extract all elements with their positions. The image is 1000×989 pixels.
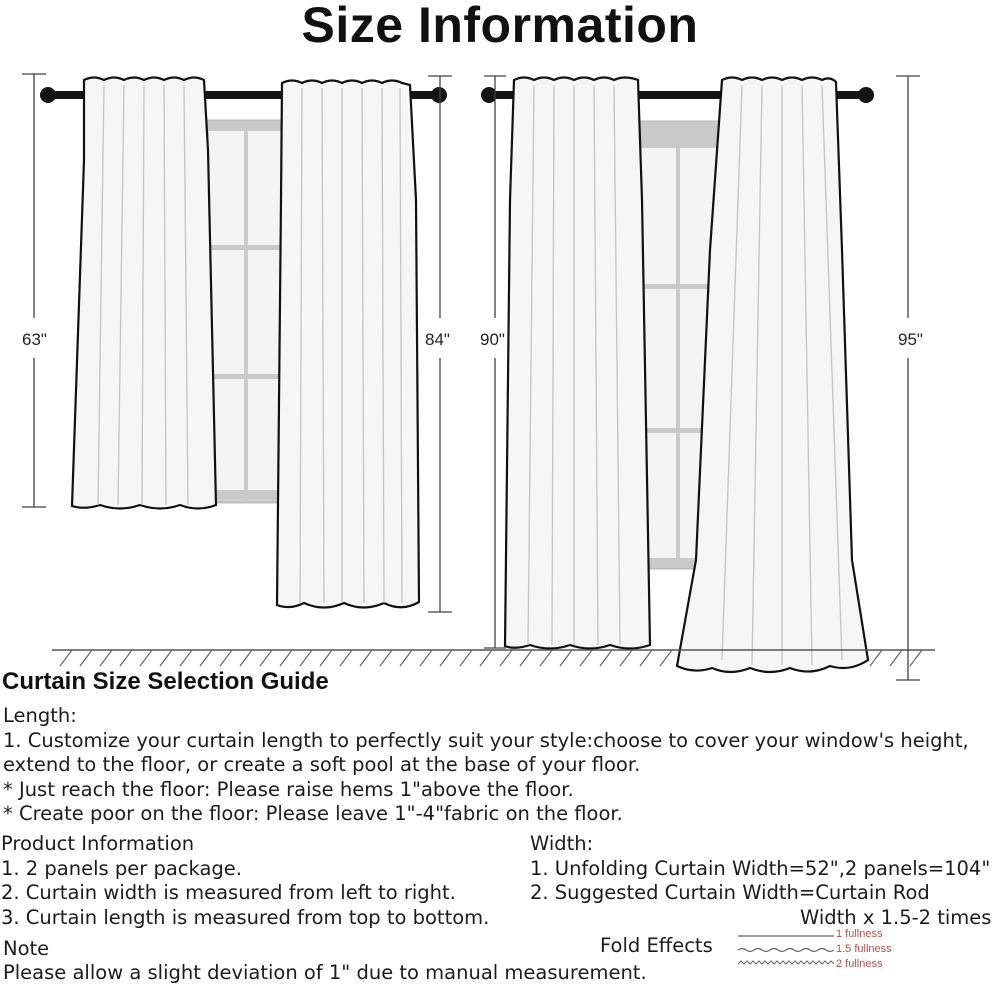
width-line: Width x 1.5-2 times [800,905,992,929]
product-section [1,832,489,930]
width-section [530,832,991,930]
length-line: * Create poor on the floor: Please leave 1"-4"fabric on the floor. [3,802,623,825]
product-heading: Product Information [1,832,195,855]
fold-effects-label: Fold Effects [600,934,713,957]
width-heading: Width: [530,832,594,855]
length-heading: Length: [3,704,77,727]
fold-effect-label: 1.5 fullness [836,943,892,955]
length-line: extend to the floor, or create a soft pool at the base of your floor. [3,753,641,776]
product-line: 1. 2 panels per package. [1,856,242,880]
product-line: 2. Curtain width is measured from left to right. [1,881,456,904]
curtain-84 [277,81,419,608]
length-line: 1. Customize your curtain length to perfectly suit your style:choose to cover your window's height, [3,728,969,752]
note-heading: Note [3,937,50,960]
width-line: 2. Suggested Curtain Width=Curtain Rod [530,881,930,904]
length-section [3,704,969,827]
dimension-label-63: 63" [22,330,47,349]
width-line: 1. Unfolding Curtain Width=52",2 panels=104" [530,856,991,880]
dimension-label-84: 84" [425,330,450,349]
dimension-label-95: 95" [898,330,923,349]
guide-title: Curtain Size Selection Guide [2,668,329,695]
fold-effects-swatches [738,930,838,970]
product-line: 3. Curtain length is measured from top to bottom. [1,905,490,929]
fold-effect-label: 2 fullness [836,958,883,970]
curtain-63 [72,78,216,509]
dimension-label-90: 90" [480,330,505,349]
curtain-90 [505,78,650,649]
fold-effect-label: 1 fullness [836,928,883,940]
dimension-line-90 [484,76,506,648]
dimension-line-63 [22,74,46,507]
dimension-line-95 [896,76,920,680]
window-left [207,121,283,502]
length-line: * Just reach the floor: Please raise hems 1"above the floor. [3,777,574,801]
page-title: Size Information [301,0,699,53]
note-text: Please allow a slight deviation of 1" due to manual measurement. [3,961,647,984]
